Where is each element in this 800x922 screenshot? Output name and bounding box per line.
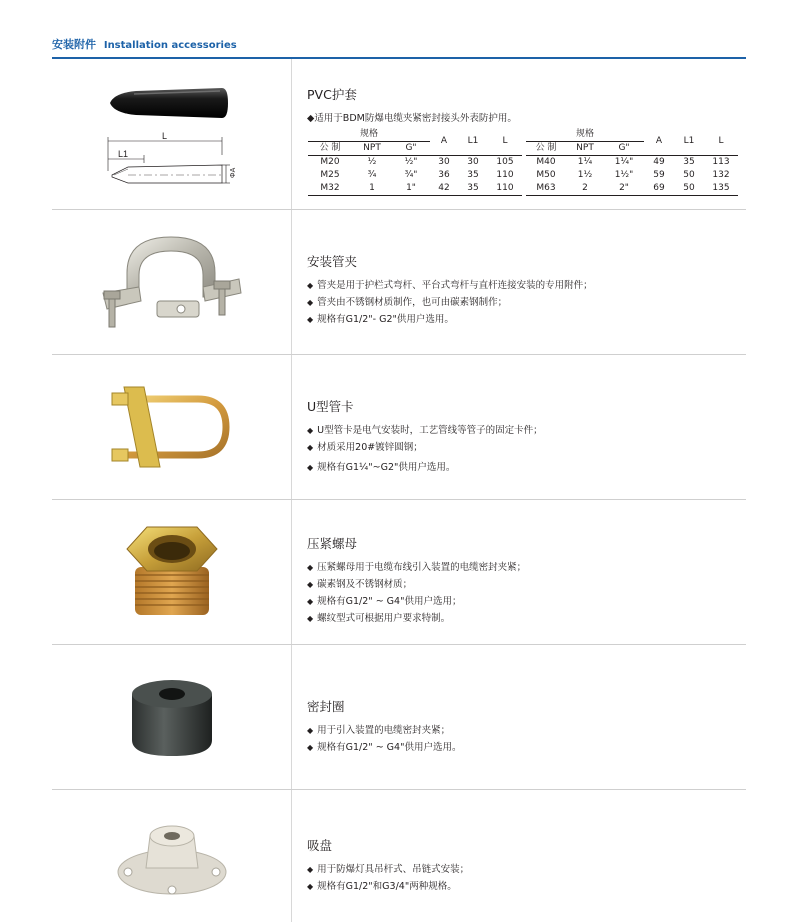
list-item — [307, 576, 737, 593]
u-bolt-image — [52, 355, 291, 499]
table-row — [526, 182, 738, 196]
list-item — [307, 277, 737, 294]
bullet-text: 压紧螺母用于电缆布线引入装置的电缆密封夹紧； — [317, 562, 527, 573]
pvc-dimension-drawing — [104, 131, 244, 201]
list-item — [307, 861, 737, 878]
bullet-icon: ◆ — [307, 315, 314, 324]
cell: 50 — [683, 170, 695, 180]
list-item — [307, 422, 737, 439]
bullet-icon: ◆ — [307, 443, 314, 452]
pvc-spec-table-right — [526, 128, 738, 196]
cell: 42 — [438, 183, 450, 193]
bullet-text: 管夹由不锈钢材质制作，也可由碳素钢制作； — [317, 297, 508, 308]
cell: 59 — [653, 170, 665, 180]
bullet-icon: ◆ — [307, 743, 314, 752]
list-item — [307, 459, 737, 476]
bullet-text: 碳素钢及不锈钢材质； — [317, 579, 413, 590]
bullet-text: 规格有G1/2"- G2"供用户选用。 — [317, 314, 454, 325]
cell: 110 — [496, 170, 514, 180]
bullet-icon: ◆ — [307, 882, 314, 891]
table-row — [308, 182, 522, 196]
cell: 2" — [619, 183, 629, 193]
list-item — [307, 739, 737, 756]
cell: 49 — [653, 157, 665, 167]
list-item — [307, 593, 737, 610]
pipe-clamp-image — [52, 210, 291, 354]
pvc-bullet: ◆适用于BDM防爆电缆夹紧密封接头外表防护用。 — [307, 113, 517, 124]
section-pvc-sheath — [52, 59, 746, 209]
bullet-icon: ◆ — [307, 726, 314, 735]
dim-label-a: ΦA — [230, 167, 237, 178]
cell: 30 — [467, 157, 479, 167]
cell: 35 — [467, 170, 479, 180]
pvc-sheath-image — [104, 83, 234, 127]
bullet-icon: ◆ — [307, 865, 314, 874]
cell: 105 — [496, 157, 514, 167]
col-a: A — [430, 128, 458, 156]
bullet-icon: ◆ — [307, 580, 314, 589]
cell: M50 — [536, 170, 556, 180]
seal-ring-image — [52, 645, 291, 789]
bullet-text: 用于引入装置的电缆密封夹紧； — [317, 725, 451, 736]
bullet-icon: ◆ — [307, 614, 314, 623]
section-seal-ring — [52, 645, 746, 789]
dim-label-l1: L1 — [118, 149, 129, 159]
bullet-icon: ◆ — [307, 597, 314, 606]
col-l1: L1 — [458, 128, 488, 156]
section-compression-nut — [52, 500, 746, 644]
pvc-text — [307, 85, 737, 127]
cell: M20 — [320, 157, 340, 167]
list-item — [307, 610, 737, 627]
cell: M63 — [536, 183, 556, 193]
table-row — [308, 156, 522, 170]
cell: M32 — [320, 183, 340, 193]
bullet-icon: ◆ — [307, 281, 314, 290]
compression-nut-text — [307, 534, 737, 627]
bullet-icon: ◆ — [307, 563, 314, 572]
cell: 113 — [712, 157, 730, 167]
table-row — [526, 169, 738, 182]
pvc-spec-table-left — [308, 128, 522, 196]
cell: 30 — [438, 157, 450, 167]
cell: 1" — [406, 183, 416, 193]
cell: ½" — [404, 157, 418, 167]
cell: 1¼ — [577, 157, 593, 167]
cell: 1 — [369, 183, 375, 193]
spec-header: 规格 — [359, 129, 378, 139]
cell: 36 — [438, 170, 450, 180]
pvc-title: PVC护套 — [307, 87, 357, 102]
bullet-text: 管夹是用于护栏式弯杆、平台式弯杆与直杆连接安装的专用附件； — [317, 280, 593, 291]
col-g: G" — [392, 142, 430, 156]
cell: 69 — [653, 183, 665, 193]
pipe-clamp-text — [307, 252, 737, 328]
list-item — [307, 311, 737, 328]
list-item — [307, 559, 737, 576]
bullet-text: 规格有G1/2" ~ G4"供用户选用。 — [317, 742, 462, 753]
col-g: G" — [604, 142, 644, 156]
cell: M25 — [320, 170, 340, 180]
compression-nut-title: 压紧螺母 — [307, 536, 358, 551]
list-item — [307, 439, 737, 456]
bullet-icon: ◆ — [307, 426, 314, 435]
bullet-text: U型管卡是电气安装时，工艺管线等管子的固定卡件； — [317, 425, 543, 436]
section-pipe-clamp — [52, 210, 746, 354]
col-a: A — [644, 128, 674, 156]
cell: 2 — [582, 183, 588, 193]
col-std: 公 制 — [308, 142, 352, 156]
cell: 1¼" — [614, 157, 634, 167]
dim-label-l: L — [162, 131, 168, 141]
table-row — [308, 169, 522, 182]
list-item — [307, 294, 737, 311]
cell: M40 — [536, 157, 556, 167]
sucker-text — [307, 836, 737, 895]
section-sucker — [52, 790, 746, 922]
cell: ¾" — [404, 170, 418, 180]
cell: ¾ — [367, 170, 377, 180]
col-npt: NPT — [352, 142, 392, 156]
cell: 50 — [683, 183, 695, 193]
seal-ring-text — [307, 697, 737, 756]
cell: 135 — [712, 183, 730, 193]
header-title-en: Installation accessories — [103, 40, 237, 51]
header-title-cn: 安装附件 — [52, 38, 96, 51]
cell: 1½" — [614, 170, 634, 180]
pipe-clamp-title: 安装管夹 — [307, 254, 358, 269]
bullet-icon: ◆ — [307, 463, 314, 472]
compression-nut-image — [52, 500, 291, 644]
col-l1: L1 — [674, 128, 704, 156]
seal-ring-title: 密封圈 — [307, 699, 345, 714]
bullet-text: 规格有G1/2"和G3/4"两种规格。 — [317, 881, 457, 892]
bullet-text: 用于防爆灯具吊杆式、吊链式安装； — [317, 864, 470, 875]
table-row — [526, 156, 738, 170]
cell: 110 — [496, 183, 514, 193]
u-bolt-text — [307, 397, 737, 476]
col-l: L — [488, 128, 522, 156]
cell: 35 — [683, 157, 695, 167]
sucker-image — [52, 790, 291, 922]
bullet-icon: ◆ — [307, 298, 314, 307]
sucker-title: 吸盘 — [307, 838, 333, 853]
u-bolt-title: U型管卡 — [307, 399, 354, 414]
cell: 1½ — [577, 170, 593, 180]
bullet-text: 规格有G1¼"~G2"供用户选用。 — [317, 462, 456, 473]
bullet-text: 螺纹型式可根据用户要求特制。 — [317, 613, 451, 624]
list-item — [307, 722, 737, 739]
cell: 35 — [467, 183, 479, 193]
spec-header: 规格 — [575, 129, 594, 139]
list-item — [307, 878, 737, 895]
bullet-text: 材质采用20#镀锌圆钢； — [317, 442, 423, 453]
bullet-text: 规格有G1/2" ~ G4"供用户选用； — [317, 596, 462, 607]
col-npt: NPT — [566, 142, 604, 156]
cell: ½ — [367, 157, 377, 167]
cell: 132 — [712, 170, 730, 180]
col-std: 公 制 — [526, 142, 566, 156]
col-l: L — [704, 128, 738, 156]
section-u-bolt — [52, 355, 746, 499]
page-header — [52, 36, 237, 52]
